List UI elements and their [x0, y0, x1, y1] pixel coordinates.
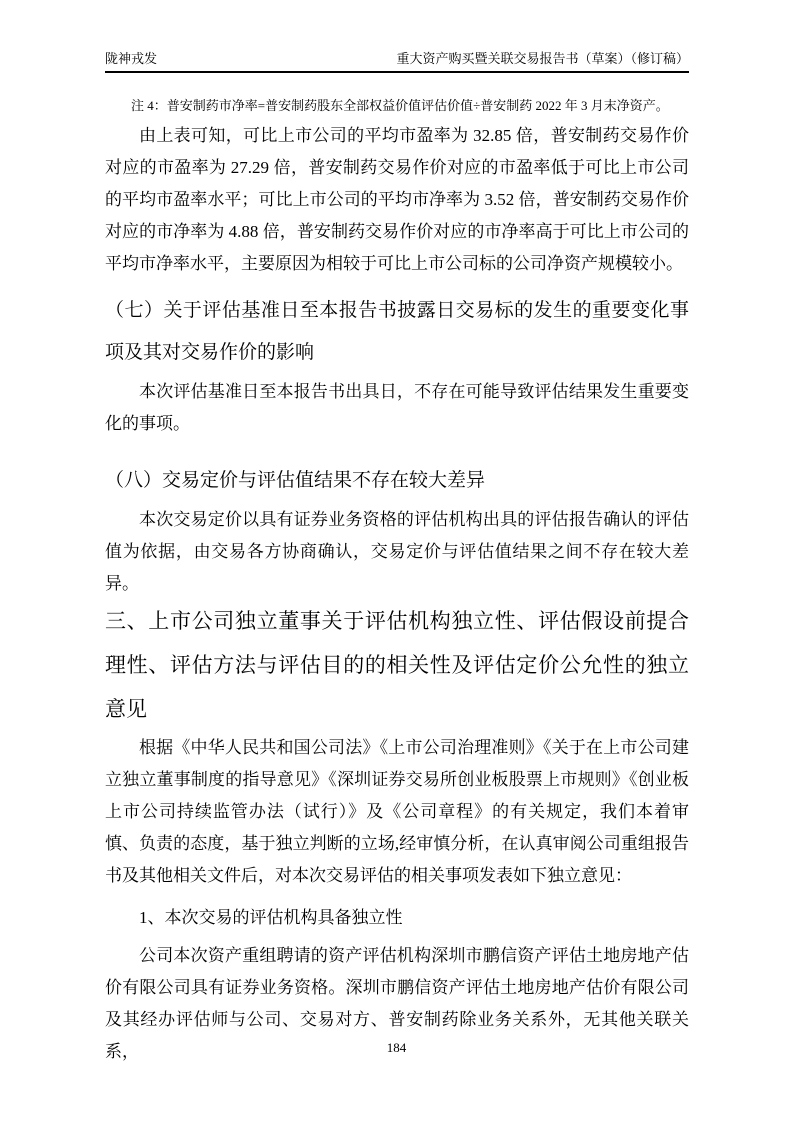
page-number: 184: [386, 1040, 407, 1055]
page-header: [105, 50, 689, 73]
section-heading-7: （七）关于评估基准日至本报告书披露日交易标的发生的重要变化事项及其对交易作价的影响: [105, 300, 689, 363]
paragraph-section-8: 本次交易定价以具有证券业务资格的评估机构出具的评估报告确认的评估值为依据，由交易各方协商确认，交易定价与评估值结果之间不存在较大差异。: [105, 510, 689, 593]
footnote-note4: 注 4：普安制药市净率=普安制药股东全部权益价值评估价值÷普安制药 2022 年 3 月末净资产。: [131, 98, 669, 113]
paragraph-appraiser-independence: 公司本次资产重组聘请的资产评估机构深圳市鹏信资产评估土地房地产估价有限公司具有证券业务资格。深圳市鹏信资产评估土地房地产估价有限公司及其经办评估师与公司、交易对方、普安制药除业务关系外，无其他关联关系，: [105, 946, 689, 1061]
subheading-1-independence: 1、本次交易的评估机构具备独立性: [139, 908, 403, 927]
header-report-title: 重大资产购买暨关联交易报告书（草案）（修订稿）: [396, 51, 689, 66]
section-heading-8: （八）交易定价与评估值结果不存在较大差异: [105, 470, 486, 491]
header-company-name: 陇神戎发: [105, 51, 158, 66]
paragraph-legal-basis: 根据《中华人民共和国公司法》《上市公司治理准则》《关于在上市公司建立独立董事制度的指导意见》《深圳证券交易所创业板股票上市规则》《创业板上市公司持续监管办法（试行）》及《公司章程》的有关规定，我们本着审慎、负责的态度，基于独立判断的立场,经审慎分析，在认真审阅公司重组报告书及其他相关文件后，对本次交易评估的相关事项发表如下独立意见：: [105, 738, 689, 885]
paragraph-section-7: 本次评估基准日至本报告书出具日，不存在可能导致评估结果发生重要变化的事项。: [105, 382, 689, 433]
page-content: [105, 96, 689, 1068]
paragraph-valuation-multiples: 由上表可知，可比上市公司的平均市盈率为 32.85 倍，普安制药交易作价对应的市盈率为 27.29 倍，普安制药交易作价对应的市盈率低于可比上市公司的平均市盈率水平；可比上市公司的平均市净率为 3.52 倍，普安制药交易作价对应的市净率为 4.88 倍，普安制药交易作价对应的市净率高于可比上市公司的平均市净率水平，主要原因为相较于可比上市公司标的公司净资产规模较小。: [105, 126, 689, 273]
chapter-heading-3: 三、上市公司独立董事关于评估机构独立性、评估假设前提合理性、评估方法与评估目的的相关性及评估定价公允性的独立意见: [105, 610, 689, 721]
